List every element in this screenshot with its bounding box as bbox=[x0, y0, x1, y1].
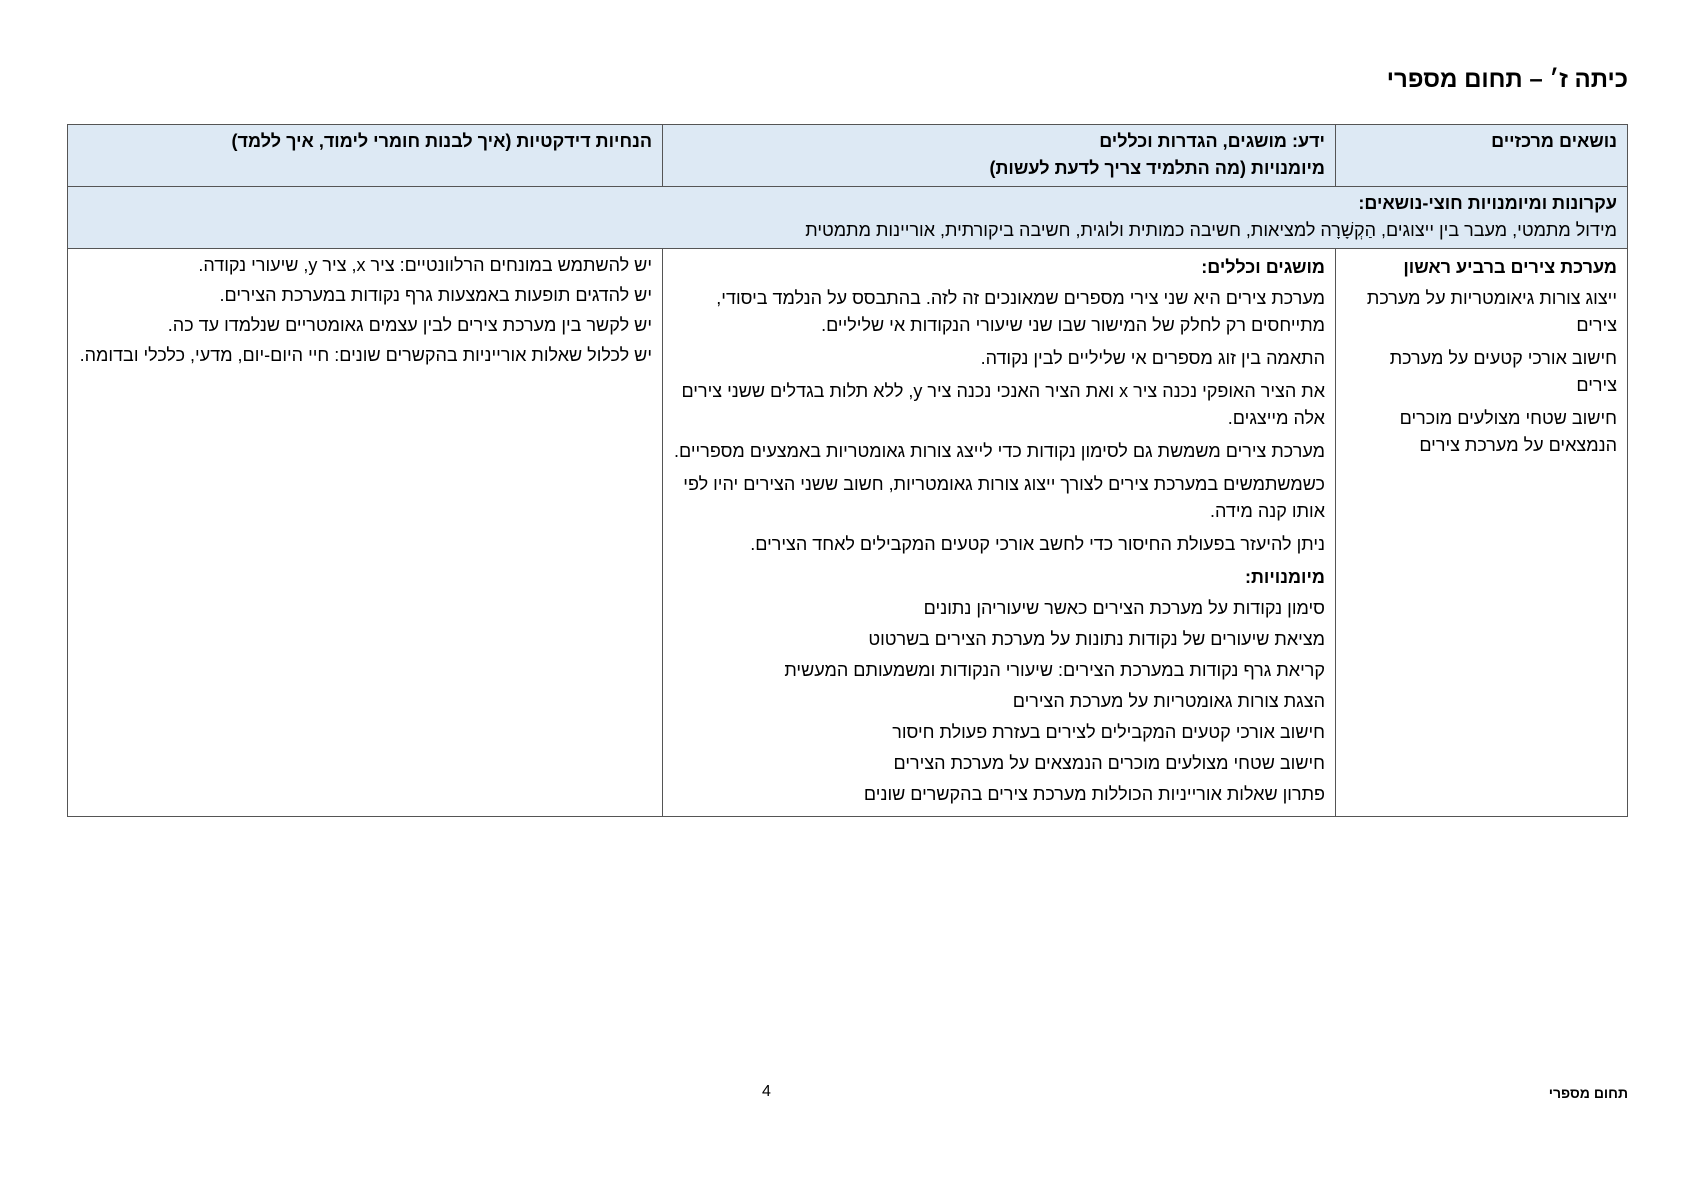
header-topics: נושאים מרכזיים bbox=[1336, 125, 1628, 187]
skill-item: קריאת גרף נקודות במערכת הצירים: שיעורי הנקודות ומשמעותם המעשית bbox=[784, 660, 1325, 680]
guideline-item: יש להשתמש במונחים הרלוונטיים: ציר x, ציר y, שיעורי נקודה. bbox=[198, 255, 652, 275]
principles-cell bbox=[68, 187, 1628, 249]
concept-paragraph: ניתן להיעזר בפעולת החיסור כדי לחשב אורכי קטעים המקבילים לאחד הצירים. bbox=[750, 534, 1325, 554]
principles-title: עקרונות ומיומנויות חוצי-נושאים: bbox=[1358, 193, 1617, 213]
footer-label: תחום מספרי bbox=[1548, 1085, 1628, 1101]
concepts-title: מושגים וכללים: bbox=[1201, 257, 1325, 277]
curriculum-table bbox=[67, 124, 1628, 817]
guideline-item: יש להדגים תופעות באמצעות גרף נקודות במערכת הצירים. bbox=[219, 285, 652, 305]
skill-item: הצגת צורות גאומטריות על מערכת הצירים bbox=[1012, 691, 1325, 711]
header-knowledge-line2: מיומנויות (מה התלמיד צריך לדעת לעשות) bbox=[989, 158, 1325, 178]
page-title: כיתה ז׳ – תחום מספרי bbox=[1386, 66, 1628, 93]
knowledge-cell bbox=[663, 249, 1336, 817]
guideline-item: יש לקשר בין מערכת צירים לבין עצמים גאומטריים שנלמדו עד כה. bbox=[167, 315, 652, 335]
concept-paragraph: כשמשתמשים במערכת צירים לצורך ייצוג צורות גאומטריות, חשוב ששני הצירים יהיו לפי אותו קנה מידה. bbox=[683, 474, 1325, 521]
guideline-item: יש לכלול שאלות אורייניות בהקשרים שונים: חיי היום-יום, מדעי, כלכלי ובדומה. bbox=[79, 345, 652, 365]
header-guidelines: הנחיות דידקטיות (איך לבנות חומרי לימוד, איך ללמד) bbox=[68, 125, 663, 187]
content-row bbox=[68, 249, 1628, 817]
skill-item: סימון נקודות על מערכת הצירים כאשר שיעוריהן נתונים bbox=[923, 598, 1325, 618]
topics-title: מערכת צירים ברביע ראשון bbox=[1403, 257, 1617, 277]
table-header-row bbox=[68, 125, 1628, 187]
topic-item: חישוב אורכי קטעים על מערכת צירים bbox=[1389, 348, 1617, 395]
page-number: 4 bbox=[762, 1083, 771, 1100]
header-knowledge-line1: ידע: מושגים, הגדרות וכללים bbox=[1099, 131, 1325, 151]
header-knowledge bbox=[663, 125, 1336, 187]
concept-paragraph: מערכת צירים היא שני צירי מספרים שמאונכים זה לזה. בהתבסס על הנלמד ביסודי, מתייחסים רק לחלק של המישור שבו שני שיעורי הנקודות אי שליליים. bbox=[716, 288, 1325, 335]
concept-paragraph: התאמה בין זוג מספרים אי שליליים לבין נקודה. bbox=[980, 348, 1325, 368]
skill-item: מציאת שיעורים של נקודות נתונות על מערכת הצירים בשרטוט bbox=[868, 629, 1325, 649]
skill-item: חישוב אורכי קטעים המקבילים לצירים בעזרת פעולת חיסור bbox=[892, 722, 1325, 742]
concept-paragraph: את הציר האופקי נכנה ציר x ואת הציר האנכי נכנה ציר y, ללא תלות בגדלים ששני צירים אלה מייצגים. bbox=[681, 381, 1325, 428]
skill-item: חישוב שטחי מצולעים מוכרים הנמצאים על מערכת הצירים bbox=[893, 753, 1325, 773]
topic-item: חישוב שטחי מצולעים מוכרים הנמצאים על מערכת צירים bbox=[1399, 408, 1617, 455]
skills-title: מיומנויות: bbox=[1245, 567, 1325, 587]
topics-cell bbox=[1336, 249, 1628, 817]
topic-item: ייצוג צורות גיאומטריות על מערכת צירים bbox=[1366, 288, 1617, 335]
skill-item: פתרון שאלות אורייניות הכוללות מערכת צירים בהקשרים שונים bbox=[863, 784, 1325, 804]
guidelines-cell bbox=[68, 249, 663, 817]
principles-text: מידול מתמטי, מעבר בין ייצוגים, הַקְשָׁרָה למציאות, חשיבה כמותית ולוגית, חשיבה ביקורתית, אוריינות מתמטית bbox=[805, 220, 1617, 240]
concept-paragraph: מערכת צירים משמשת גם לסימון נקודות כדי לייצג צורות גאומטריות באמצעים מספריים. bbox=[674, 441, 1325, 461]
principles-row bbox=[68, 187, 1628, 249]
